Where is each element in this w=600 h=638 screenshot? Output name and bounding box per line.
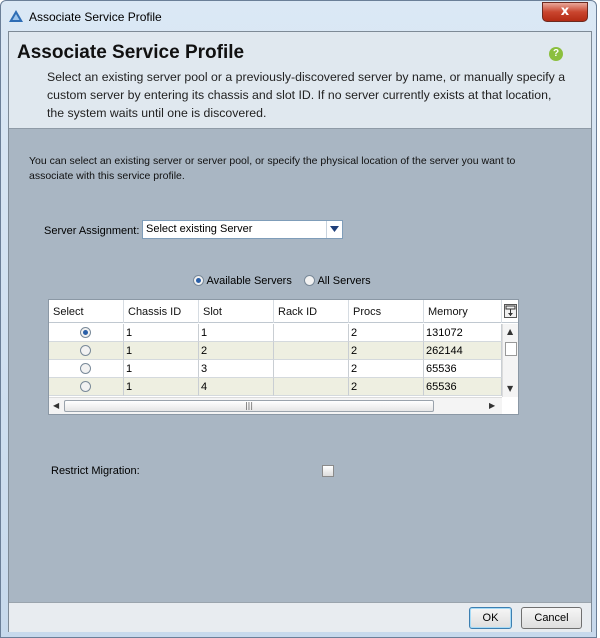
row-radio-checked[interactable] (80, 327, 91, 338)
select-cell[interactable] (49, 378, 124, 396)
procs-cell: 2 (349, 360, 424, 378)
app-logo-icon (9, 10, 23, 25)
slot-cell: 4 (199, 378, 274, 396)
radio-all-label: All Servers (317, 275, 371, 287)
procs-cell: 2 (349, 378, 424, 396)
radio-button-checked[interactable] (193, 275, 204, 286)
column-header-select[interactable]: Select (49, 300, 124, 323)
row-radio[interactable] (80, 381, 91, 392)
select-cell[interactable] (49, 324, 124, 342)
scroll-right-icon[interactable]: ▶ (489, 401, 496, 410)
close-icon: x (560, 4, 570, 19)
procs-cell: 2 (349, 342, 424, 360)
column-header-chassis-id[interactable]: Chassis ID (124, 300, 199, 323)
table-row[interactable] (49, 378, 501, 396)
slot-cell: 3 (199, 360, 274, 378)
scroll-left-icon[interactable]: ◀ (53, 401, 60, 410)
chassis-id-cell: 1 (124, 342, 199, 360)
column-header-slot[interactable]: Slot (199, 300, 274, 323)
chassis-id-cell: 1 (124, 324, 199, 342)
radio-button[interactable] (304, 275, 315, 286)
chassis-id-cell: 1 (124, 360, 199, 378)
column-header-memory[interactable]: Memory (424, 300, 502, 323)
memory-cell: 131072 (424, 324, 502, 342)
page-title: Associate Service Profile (17, 42, 245, 63)
scroll-down-icon[interactable]: ▼ (507, 384, 514, 393)
rack-id-cell (274, 324, 349, 342)
server-assignment-value: Select existing Server (146, 223, 253, 235)
chassis-id-cell: 1 (124, 378, 199, 396)
restrict-migration-checkbox[interactable] (322, 465, 334, 477)
radio-available-label: Available Servers (206, 275, 292, 287)
close-button[interactable] (542, 2, 588, 22)
table-row[interactable] (49, 342, 501, 360)
radio-available-servers[interactable] (193, 275, 292, 287)
slot-cell: 2 (199, 342, 274, 360)
intro-text: You can select an existing server or server pool, or specify the physical location of the server you want to associate with this service profile. (29, 155, 516, 182)
page-description: Select an existing server pool or a previously-discovered server by name, or manually specify a custom server by entering its chassis and slot ID. If no server currently exists at that location, the system waits until one is discovered. (47, 70, 566, 120)
table-header (49, 300, 518, 323)
horizontal-scroll-thumb[interactable]: ||| (64, 400, 434, 412)
help-icon[interactable]: ? (549, 47, 563, 61)
memory-cell: 65536 (424, 378, 502, 396)
rack-id-cell (274, 378, 349, 396)
cancel-button[interactable]: Cancel (521, 607, 582, 629)
radio-all-servers[interactable] (304, 275, 371, 287)
chevron-down-icon (330, 226, 339, 232)
dialog-header (9, 32, 591, 129)
scroll-up-icon[interactable]: ▲ (507, 327, 514, 336)
rack-id-cell (274, 360, 349, 378)
dialog-body (8, 31, 592, 632)
select-cell[interactable] (49, 342, 124, 360)
rack-id-cell (274, 342, 349, 360)
dropdown-arrow[interactable] (326, 221, 342, 238)
memory-cell: 262144 (424, 342, 502, 360)
vertical-scroll-thumb[interactable] (505, 342, 517, 356)
vertical-scrollbar[interactable] (502, 324, 518, 397)
table-row[interactable] (49, 360, 501, 378)
column-chooser-icon[interactable] (504, 304, 517, 318)
ok-button[interactable]: OK (469, 607, 512, 629)
dialog-footer (9, 602, 591, 632)
column-header-procs[interactable]: Procs (349, 300, 424, 323)
title-bar[interactable] (1, 1, 596, 31)
select-cell[interactable] (49, 360, 124, 378)
row-radio[interactable] (80, 345, 91, 356)
horizontal-scrollbar[interactable] (49, 397, 502, 414)
server-assignment-select[interactable] (142, 220, 343, 239)
procs-cell: 2 (349, 324, 424, 342)
window-title: Associate Service Profile (29, 10, 162, 24)
slot-cell: 1 (199, 324, 274, 342)
restrict-migration-label: Restrict Migration: (51, 465, 140, 477)
server-assignment-label: Server Assignment: (44, 225, 140, 237)
column-header-rack-id[interactable]: Rack ID (274, 300, 349, 323)
memory-cell: 65536 (424, 360, 502, 378)
servers-table (48, 299, 519, 415)
table-row[interactable] (49, 324, 501, 342)
row-radio[interactable] (80, 363, 91, 374)
